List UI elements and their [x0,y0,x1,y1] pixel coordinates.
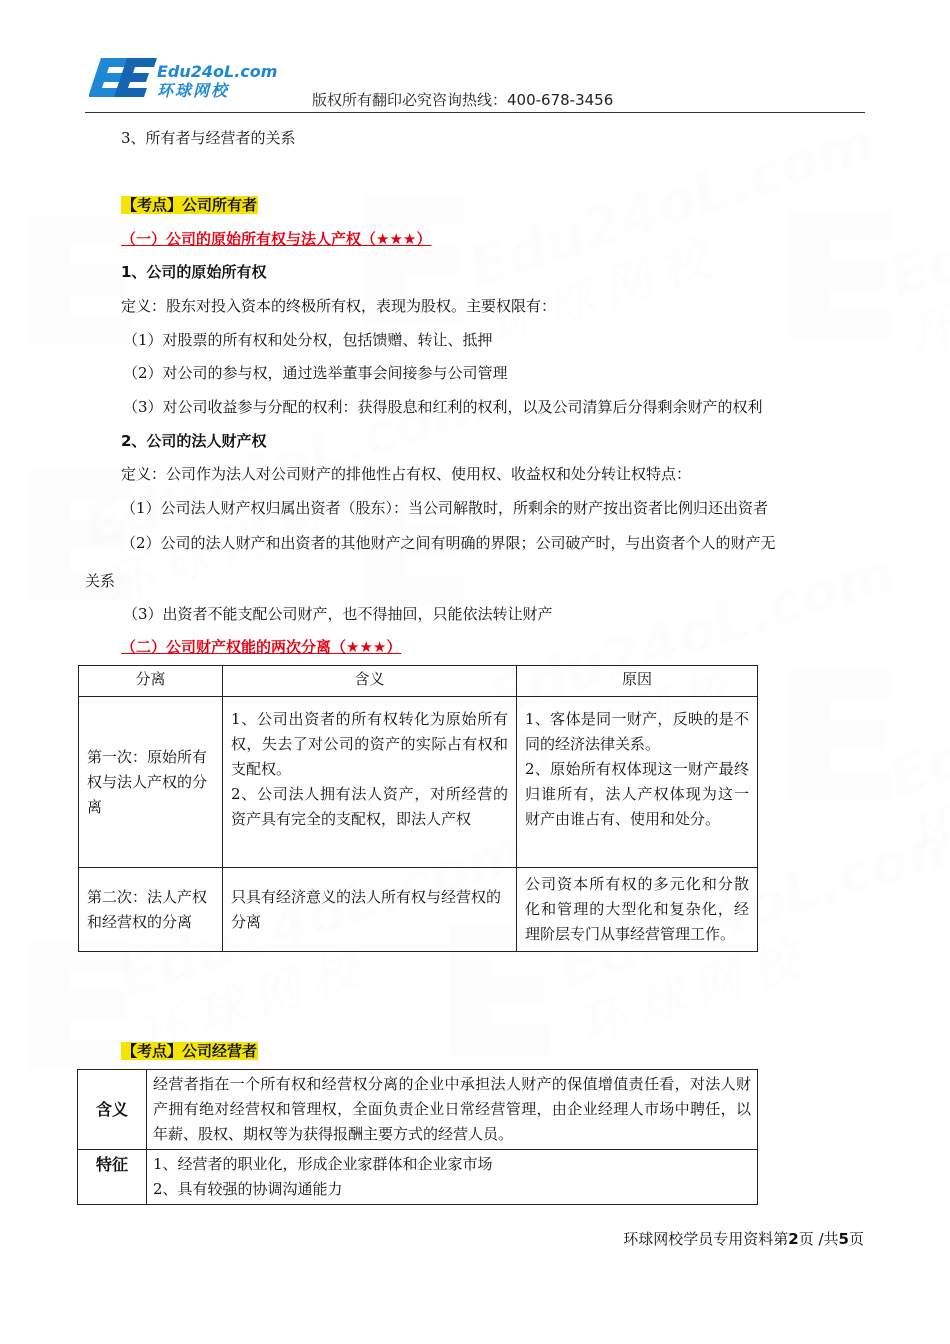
list-item: （1）公司法人财产权归属出资者（股东）：当公司解散时，所剩余的财产按出资者比例归还出资者 [121,499,769,517]
watermark-logo-icon [335,185,475,345]
table-row-label: 含义 [78,1070,147,1150]
watermark-logo-icon [0,205,140,365]
kaodian-manager: 【考点】公司经营者 [122,1042,258,1060]
table-row [79,697,758,868]
list-item: （1）对股票的所有权和处分权，包括馈赠、转让、抵押 [123,331,493,349]
table-row-label: 特征 [78,1150,147,1205]
list-item: （2）对公司的参与权，通过选举董事会间接参与公司管理 [123,364,508,382]
watermark-text [461,108,901,357]
table-header: 分离 [79,666,223,697]
brand-name [157,62,277,100]
intro-line: 3、所有者与经营者的关系 [121,129,296,147]
table-header: 原因 [517,666,758,697]
table-cell: 经营者指在一个所有权和经营权分离的企业中承担法人财产的保值增值责任看，对法人财产拥有绝对经营权和管理权，全面负责企业日常经营管理，由企业经理人市场中聘任，以年薪、股权、期权等为获得报酬主要方式的经营人员。 [147,1070,758,1150]
table-cell: 公司资本所有权的多元化和分散化和管理的大型化和复杂化，经理阶层专门从事经营管理工作。 [517,868,758,952]
page-header [85,50,865,113]
edu24ol-logo-icon [89,54,159,106]
definition-1: 定义：股东对投入资本的终极所有权，表现为股权。主要权限有： [121,297,557,315]
list-item-continued: 关系 [85,572,116,590]
list-item: （3）对公司收益参与分配的权利：获得股息和红利的权利，以及公司清算后分得剩余财产的权利 [123,398,763,416]
separation-table [78,665,758,952]
table-cell: 第二次：法人产权和经营权的分离 [79,868,223,952]
kaodian-owner: 【考点】公司所有者 [122,196,258,214]
page-footer: 环球网校学员专用资料第2页 /共5页 [623,1230,864,1248]
watermark-text [881,618,950,867]
brand-en: Edu24oL.com [157,62,278,81]
current-page: 2 [788,1230,799,1248]
table-header-row [79,666,758,697]
table-row [79,868,758,952]
table-cell: 只具有经济意义的法人所有权与经营权的分离 [223,868,517,952]
copyright-hotline: 版权所有翻印必究咨询热线：400-678-3456 [312,91,614,109]
watermark-logo-icon [0,460,140,620]
total-pages: 5 [838,1230,849,1248]
list-item: （3）出资者不能支配公司财产，也不得抽回，只能依法转让财产 [123,605,553,623]
table-header: 含义 [223,666,517,697]
subsection-title-2: （二）公司财产权能的两次分离（★★★） [121,638,402,656]
watermark-logo-icon [760,200,900,360]
table-row [78,1070,758,1150]
table-cell: 第一次：原始所有权与法人产权的分离 [79,697,223,868]
manager-table [77,1069,758,1205]
watermark-text [881,118,950,367]
subsection-title-1: （一）公司的原始所有权与法人产权（★★★） [121,230,432,248]
brand-cn: 环球网校 [157,81,230,100]
watermark-logo-icon [760,660,900,820]
table-row [78,1150,758,1205]
table-cell: 1、客体是同一财产，反映的是不同的经济法律关系。 2、原始所有权体现这一财产最终归谁所有，法人产权体现为这一财产由谁占有、使用和处分。 [517,697,758,868]
definition-2: 定义：公司作为法人对公司财产的排他性占有权、使用权、收益权和处分转让权特点： [121,465,692,483]
watermark-logo-icon [0,930,140,1090]
table-cell: 1、经营者的职业化，形成企业家群体和企业家市场 2、具有较强的协调沟通能力 [147,1150,758,1205]
heading-legal-property-right: 2、公司的法人财产权 [121,432,267,450]
table-cell: 1、公司出资者的所有权转化为原始所有权，失去了对公司的资产的实际占有权和支配权。 2、公司法人拥有法人资产，对所经营的资产具有完全的支配权，即法人产权 [223,697,517,868]
heading-original-ownership: 1、公司的原始所有权 [121,263,267,281]
list-item: （2）公司的法人财产和出资者的其他财产之间有明确的界限；公司破产时，与出资者个人的财产无 [121,534,776,552]
